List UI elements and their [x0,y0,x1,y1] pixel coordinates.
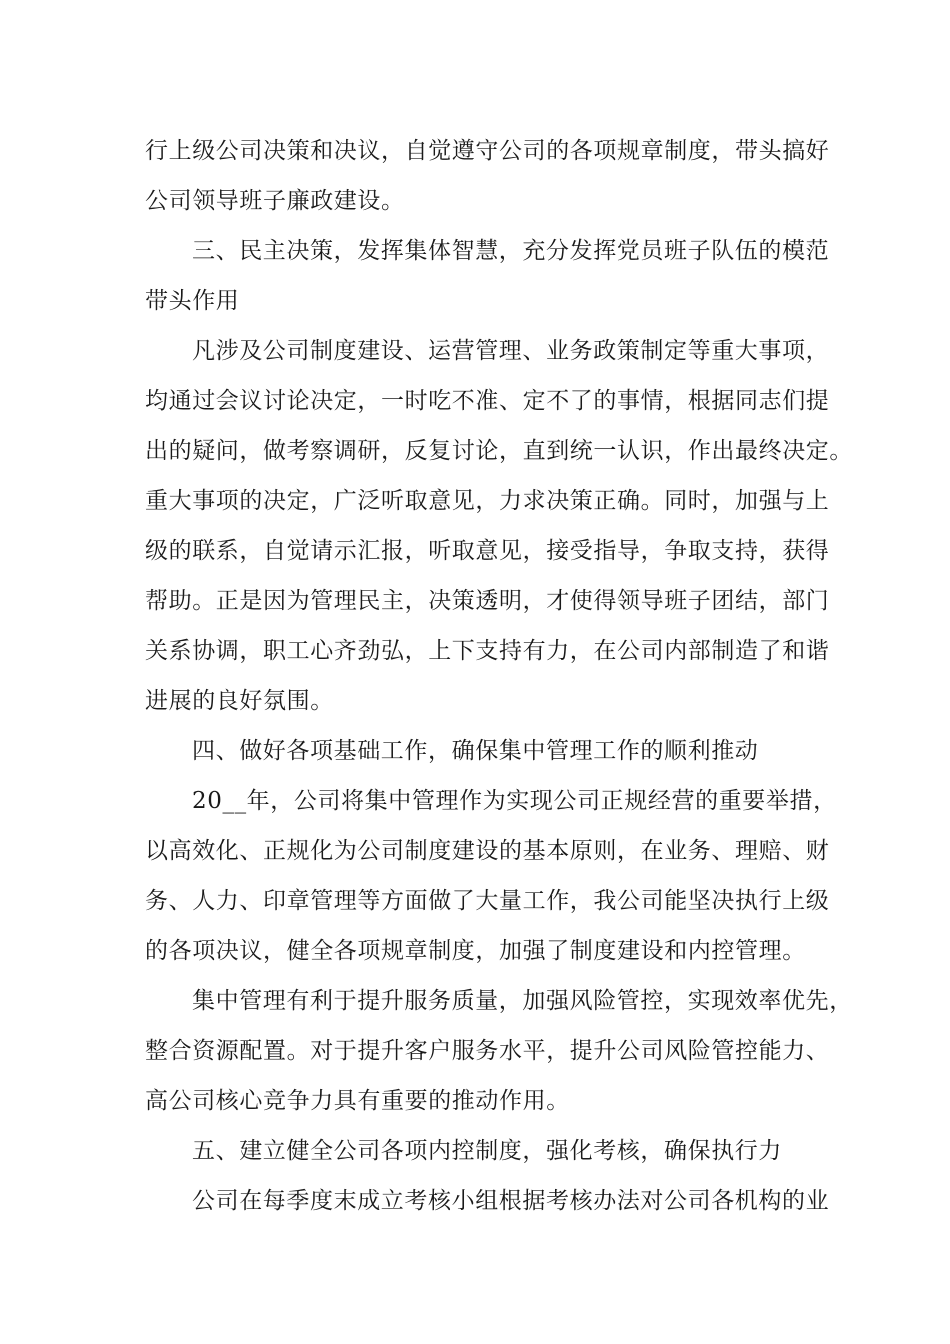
body-text-line: 出的疑问，做考察调研，反复讨论，直到统一认识，作出最终决定。 [145,438,853,464]
body-text-line: 关系协调，职工心齐劲弘，上下支持有力，在公司内部制造了和谐 [145,638,830,664]
body-text-line: 集中管理有利于提升服务质量，加强风险管控，实现效率优先， [192,988,853,1014]
body-text-line: 的各项决议，健全各项规章制度，加强了制度建设和内控管理。 [145,938,806,964]
section-heading-3: 三、民主决策，发挥集体智慧，充分发挥党员班子队伍的模范 [192,238,830,264]
body-text-line: 帮助。正是因为管理民主，决策透明，才使得领导班子团结，部门 [145,588,830,614]
body-text-line: 高公司核心竞争力具有重要的推动作用。 [145,1088,570,1114]
body-text-line: 凡涉及公司制度建设、运营管理、业务政策制定等重大事项， [192,338,830,364]
body-text-line: 以高效化、正规化为公司制度建设的基本原则，在业务、理赔、财 [145,838,830,864]
body-text-line: 均通过会议讨论决定，一时吃不准、定不了的事情，根据同志们提 [145,388,830,414]
body-text-line: 20__年，公司将集中管理作为实现公司正规经营的重要举措， [192,788,837,814]
body-text-line: 公司领导班子廉政建设。 [145,188,405,214]
section-heading-5: 五、建立健全公司各项内控制度，强化考核，确保执行力 [192,1138,782,1164]
body-text-line: 重大事项的决定，广泛听取意见，力求决策正确。同时，加强与上 [145,488,830,514]
body-text-line: 进展的良好氛围。 [145,688,334,714]
body-text-line: 级的联系，自觉请示汇报，听取意见，接受指导，争取支持，获得 [145,538,830,564]
body-text-line: 务、人力、印章管理等方面做了大量工作，我公司能坚决执行上级 [145,888,830,914]
body-text-line: 整合资源配置。对于提升客户服务水平，提升公司风险管控能力、 [145,1038,830,1064]
body-text-line: 行上级公司决策和决议，自觉遵守公司的各项规章制度，带头搞好 [145,138,830,164]
section-heading-3-continued: 带头作用 [145,288,240,314]
section-heading-4: 四、做好各项基础工作，确保集中管理工作的顺利推动 [192,738,759,764]
body-text-line: 公司在每季度末成立考核小组根据考核办法对公司各机构的业 [192,1188,830,1214]
